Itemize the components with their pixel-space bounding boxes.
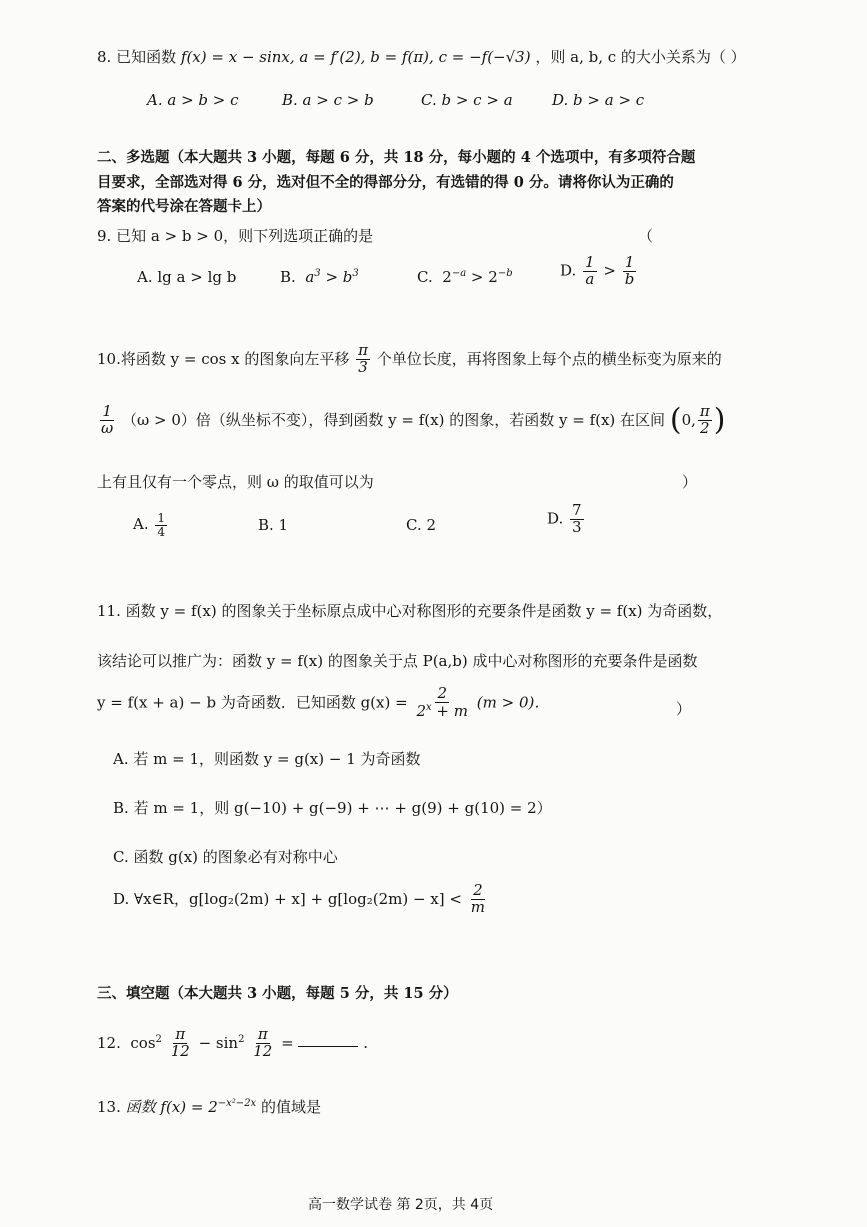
- q10-line1-pre: 10.将函数 y = cos x 的图象向左平移: [97, 349, 350, 368]
- q9-option-d-frac-left: $\frac{1}{a}$: [585, 253, 595, 288]
- page-footer: 高一数学试卷 第 2页，共 4页: [308, 1197, 494, 1213]
- q12-answer-blank[interactable]: [298, 1032, 358, 1047]
- q12-pi-over-12-b: $\frac{\pi}{12}$: [253, 1025, 273, 1060]
- q11-option-d-pre: D. ∀x∈R，g[log₂(2m) + x] + g[log₂(2m) − x] <: [113, 889, 462, 908]
- q8-stem-pre: 已知函数: [116, 48, 177, 66]
- q9-option-c-formula: $2^{-a} > 2^{-b}$: [437, 268, 513, 286]
- q9-option-b-label: B.: [280, 268, 296, 286]
- q13-number: 13.: [97, 1098, 121, 1116]
- q8-stem-post: ，则 a, b, c 的大小关系为（ ）: [535, 48, 746, 66]
- q11-line3: [97, 686, 549, 720]
- q9-option-a[interactable]: A. lg a > lg b: [137, 268, 237, 286]
- q9-paren: （: [638, 227, 654, 245]
- q10-option-c[interactable]: C. 2: [406, 516, 437, 534]
- q11-line3-pre: y = f(x + a) − b 为奇函数．已知函数 g(x) =: [97, 693, 408, 712]
- q9-option-c-label: C.: [417, 268, 433, 286]
- q12-pi-over-12-a: $\frac{\pi}{12}$: [170, 1025, 190, 1060]
- q10-pi-over-3: $\frac{\pi}{3}$: [358, 341, 368, 376]
- q13-exponent: −x²−2x: [217, 1098, 257, 1109]
- section2-heading: 二、多选题（本大题共 3 小题，每题 6 分，共 18 分，每小题的 4 个选项中，有多项符合题: [97, 149, 696, 166]
- q11-option-b[interactable]: B. 若 m = 1，则 g(−10) + g(−9) + ⋯ + g(9) + g(10) = 2）: [113, 799, 552, 817]
- q10-option-a[interactable]: [133, 512, 169, 538]
- q10-line3: 上有且仅有一个零点，则 ω 的取值可以为: [97, 473, 374, 491]
- q9-number: 9.: [97, 227, 112, 245]
- q11-option-d-fraction: $\frac{2}{m}$: [470, 881, 485, 916]
- q9-option-d-frac-right: $\frac{1}{b}$: [624, 253, 635, 288]
- q9-option-b-formula: $a^3 > b^3$: [300, 268, 359, 286]
- q8-option-b[interactable]: B. a > c > b: [282, 91, 374, 109]
- q10-option-a-label: A.: [133, 515, 149, 534]
- section2-heading-line2: 目要求，全部选对得 6 分，选对但不全的得部分分，有选错的得 0 分。请将你认为正确的: [97, 174, 674, 191]
- q11-paren-close: ）: [676, 700, 692, 718]
- q9-stem-text: 已知 a > b > 0，则下列选项正确的是: [116, 227, 374, 245]
- q11-option-c[interactable]: C. 函数 g(x) 的图象必有对称中心: [113, 848, 338, 866]
- q9-option-d[interactable]: D. $\frac{1}{a}$ > $\frac{1}{b}$: [560, 253, 635, 288]
- q13-text-pre: 函数 f(x) = 2: [125, 1098, 218, 1116]
- q11-line1: 11. 函数 y = f(x) 的图象关于坐标原点成中心对称图形的充要条件是函数 y = f(x) 为奇函数，: [97, 602, 723, 620]
- section3-heading: 三、填空题（本大题共 3 小题，每题 5 分，共 15 分）: [97, 985, 458, 1002]
- q9-option-b[interactable]: [280, 268, 359, 286]
- q11-gx-fraction: $\frac{2}{2^x + m}$: [416, 684, 468, 720]
- q11-line3-post: (m > 0)．: [476, 693, 550, 712]
- q10-line2-mid: （ω > 0）倍（纵坐标不变），得到函数 y = f(x) 的图象，若函数 y = f(x) 在区间: [122, 410, 666, 429]
- q10-option-d-value: $\frac{7}{3}$: [572, 501, 582, 536]
- q8-option-a[interactable]: A. a > b > c: [147, 91, 239, 109]
- q9-option-c[interactable]: [417, 268, 513, 286]
- q10-line1-post: 个单位长度，再将图象上每个点的横坐标变为原来的: [376, 349, 722, 368]
- q8-formula: f(x) = x − sinx, a = f′(2), b = f(π), c = −f(−√3): [180, 48, 531, 66]
- q10-line2: $\frac{1}{\omega}$ （ω > 0）倍（纵坐标不变），得到函数 y = f(x) 的图象，若函数 y = f(x) 在区间 (0, $\frac{\pi}{2}$ ): [101, 402, 726, 438]
- q9-option-d-label: D.: [560, 261, 577, 280]
- q12-end: .: [363, 1033, 369, 1052]
- q13-line: [97, 1096, 321, 1117]
- q8-stem: [97, 46, 746, 67]
- q10-option-a-value: $\frac{1}{4}$: [157, 511, 166, 539]
- q8-option-c[interactable]: C. b > c > a: [421, 91, 513, 109]
- q10-pi-over-2: $\frac{\pi}{2}$: [699, 402, 710, 437]
- q13-text-post: 的值域是: [260, 1098, 321, 1116]
- q10-option-b[interactable]: B. 1: [258, 516, 289, 534]
- q11-option-d[interactable]: [113, 883, 489, 916]
- section2-heading-line3: 答案的代号涂在答题卡上）: [97, 198, 271, 215]
- q10-option-d-label: D.: [547, 509, 564, 528]
- q8-option-d[interactable]: D. b > a > c: [552, 91, 645, 109]
- q8-number: 8.: [97, 48, 112, 66]
- q10-line1: [97, 343, 722, 376]
- q10-option-d[interactable]: [547, 503, 586, 536]
- q12-equals: =: [281, 1033, 294, 1052]
- q10-one-over-omega: $\frac{1}{\omega}$: [101, 402, 114, 437]
- q9-stem: [97, 225, 373, 246]
- q12-line: 12. $\cos^2$ $\frac{\pi}{12}$ − $\sin^2$ $\frac{\pi}{12}$ = .: [97, 1025, 369, 1060]
- q11-option-a[interactable]: A. 若 m = 1，则函数 y = g(x) − 1 为奇函数: [113, 750, 421, 768]
- q11-line2: 该结论可以推广为：函数 y = f(x) 的图象关于点 P(a,b) 成中心对称图形的充要条件是函数: [97, 652, 698, 670]
- q12-number: 12.: [97, 1033, 121, 1052]
- q10-paren-close: ）: [682, 473, 698, 491]
